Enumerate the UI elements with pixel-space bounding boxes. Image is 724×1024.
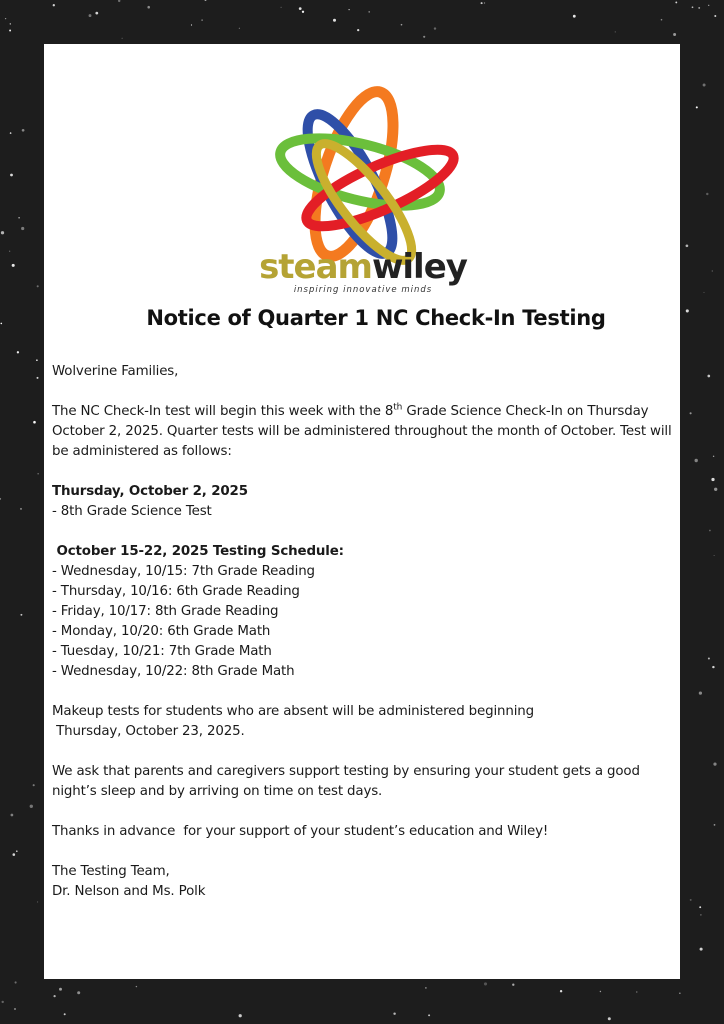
- background-speck: [615, 31, 616, 32]
- background-speck: [713, 763, 716, 766]
- schedule-heading: October 15-22, 2025 Testing Schedule:: [52, 544, 344, 559]
- background-speck: [11, 814, 14, 817]
- background-speck: [679, 993, 680, 994]
- background-speck: [700, 914, 701, 915]
- background-speck: [512, 984, 514, 986]
- background-speck: [714, 15, 716, 17]
- background-speck: [1, 1001, 3, 1003]
- background-speck: [698, 7, 700, 9]
- background-speck: [712, 666, 714, 668]
- background-speck: [707, 375, 710, 378]
- background-speck: [16, 850, 18, 852]
- background-speck: [712, 271, 713, 272]
- background-speck: [423, 36, 425, 38]
- background-speck: [9, 251, 10, 252]
- notice-page: [44, 44, 680, 979]
- background-speck: [696, 106, 698, 108]
- background-speck: [20, 508, 22, 510]
- intro-superscript: th: [393, 402, 403, 413]
- background-speck: [484, 982, 487, 985]
- background-speck: [15, 981, 17, 983]
- background-speck: [636, 991, 637, 992]
- background-speck: [711, 478, 714, 481]
- notice-title: Notice of Quarter 1 NC Check-In Testing: [146, 306, 606, 330]
- background-speck: [302, 11, 304, 13]
- background-speck: [703, 84, 706, 87]
- background-speck: [17, 351, 19, 353]
- background-speck: [9, 30, 11, 32]
- background-speck: [239, 28, 240, 29]
- background-speck: [239, 1014, 242, 1017]
- schedule-item: - Thursday, 10/16: 6th Grade Reading: [52, 584, 300, 599]
- background-speck: [333, 19, 336, 22]
- background-speck: [661, 19, 663, 21]
- background-speck: [706, 193, 708, 195]
- background-speck: [675, 1, 677, 3]
- background-speck: [608, 1017, 611, 1020]
- background-speck: [30, 805, 33, 808]
- background-speck: [401, 24, 403, 26]
- background-speck: [434, 27, 436, 29]
- thanks-paragraph: Thanks in advance for your support of your student’s education and Wiley!: [52, 824, 549, 839]
- schedule-item: - Wednesday, 10/15: 7th Grade Reading: [52, 564, 315, 579]
- logo-wordmark: [258, 247, 468, 287]
- background-speck: [573, 15, 576, 18]
- background-speck: [600, 991, 601, 992]
- schedule-item: - Tuesday, 10/21: 7th Grade Math: [52, 644, 272, 659]
- background-speck: [38, 473, 39, 474]
- background-speck: [699, 906, 701, 908]
- background-speck: [14, 1008, 16, 1010]
- background-speck: [64, 1013, 66, 1015]
- background-speck: [136, 986, 137, 987]
- background-speck: [12, 264, 15, 267]
- background-speck: [89, 14, 92, 17]
- background-speck: [5, 18, 6, 19]
- background-speck: [18, 217, 20, 219]
- greeting: Wolverine Families,: [52, 364, 179, 379]
- background-speck: [560, 990, 562, 992]
- background-speck: [21, 227, 24, 230]
- background-speck: [700, 948, 703, 951]
- background-speck: [36, 359, 38, 361]
- background-speck: [348, 9, 349, 10]
- background-speck: [37, 901, 38, 902]
- background-speck: [77, 991, 80, 994]
- background-speck: [714, 824, 716, 826]
- intro-post: Grade Science Check-In on Thursday October 2, 2025. Quarter tests will be administered throughout the month of October. Test will be administered as follows:: [52, 404, 672, 459]
- logo-tagline: inspiring innovative minds: [293, 285, 433, 295]
- background-speck: [0, 323, 2, 325]
- background-speck: [118, 0, 120, 2]
- background-speck: [709, 530, 711, 532]
- background-speck: [695, 459, 698, 462]
- background-speck: [33, 784, 35, 786]
- background-speck: [205, 0, 207, 1]
- background-speck: [690, 899, 692, 901]
- background-speck: [191, 24, 192, 25]
- background-speck: [201, 19, 203, 21]
- background-speck: [147, 6, 150, 9]
- background-speck: [692, 6, 694, 8]
- schedule-item: - Wednesday, 10/22: 8th Grade Math: [52, 664, 295, 679]
- background-speck: [708, 657, 710, 659]
- background-speck: [703, 292, 704, 293]
- background-speck: [425, 987, 427, 989]
- background-speck: [690, 412, 692, 414]
- background-speck: [713, 456, 714, 457]
- background-speck: [1, 231, 4, 234]
- background-speck: [122, 38, 123, 39]
- background-speck: [699, 691, 702, 694]
- background-speck: [37, 285, 39, 287]
- background-speck: [280, 7, 281, 8]
- background-speck: [20, 614, 22, 616]
- background-speck: [484, 2, 485, 3]
- background-speck: [708, 5, 709, 6]
- background-speck: [95, 12, 98, 15]
- background-speck: [53, 4, 55, 6]
- intro-pre: The NC Check-In test will begin this week with the 8: [52, 404, 394, 419]
- schedule-item: - Monday, 10/20: 6th Grade Math: [52, 624, 271, 639]
- makeup-line-1: Makeup tests for students who are absent will be administered beginning: [52, 704, 534, 719]
- background-speck: [368, 11, 370, 13]
- background-speck: [357, 29, 359, 31]
- background-speck: [22, 129, 25, 132]
- notice-body: [52, 362, 677, 902]
- background-speck: [428, 1014, 430, 1016]
- background-speck: [393, 1012, 395, 1014]
- logo-word-steam: steam: [259, 247, 372, 287]
- background-speck: [36, 377, 38, 379]
- background-speck: [13, 853, 16, 856]
- schedule-item: - Friday, 10/17: 8th Grade Reading: [52, 604, 279, 619]
- background-speck: [481, 2, 483, 4]
- logo-word-wiley: wiley: [371, 247, 467, 287]
- makeup-line-2: Thursday, October 23, 2025.: [52, 724, 245, 739]
- background-speck: [686, 244, 689, 247]
- intro-paragraph: [52, 402, 677, 462]
- background-speck: [10, 132, 12, 134]
- background-speck: [714, 555, 715, 556]
- background-speck: [10, 174, 13, 177]
- signoff-team: The Testing Team,: [52, 864, 170, 879]
- background-speck: [0, 498, 1, 500]
- background-speck: [59, 988, 62, 991]
- background-speck: [686, 309, 689, 312]
- background-speck: [299, 7, 302, 10]
- first-test-item: - 8th Grade Science Test: [52, 504, 212, 519]
- first-test-heading: Thursday, October 2, 2025: [52, 484, 248, 499]
- background-speck: [53, 995, 55, 997]
- background-speck: [10, 23, 11, 24]
- support-paragraph: We ask that parents and caregivers support testing by ensuring your student gets a good night’s sleep and by arriving on time on test days.: [52, 764, 640, 799]
- signoff-names: Dr. Nelson and Ms. Polk: [52, 884, 206, 899]
- background-speck: [714, 488, 717, 491]
- background-speck: [673, 33, 676, 36]
- background-speck: [33, 421, 36, 424]
